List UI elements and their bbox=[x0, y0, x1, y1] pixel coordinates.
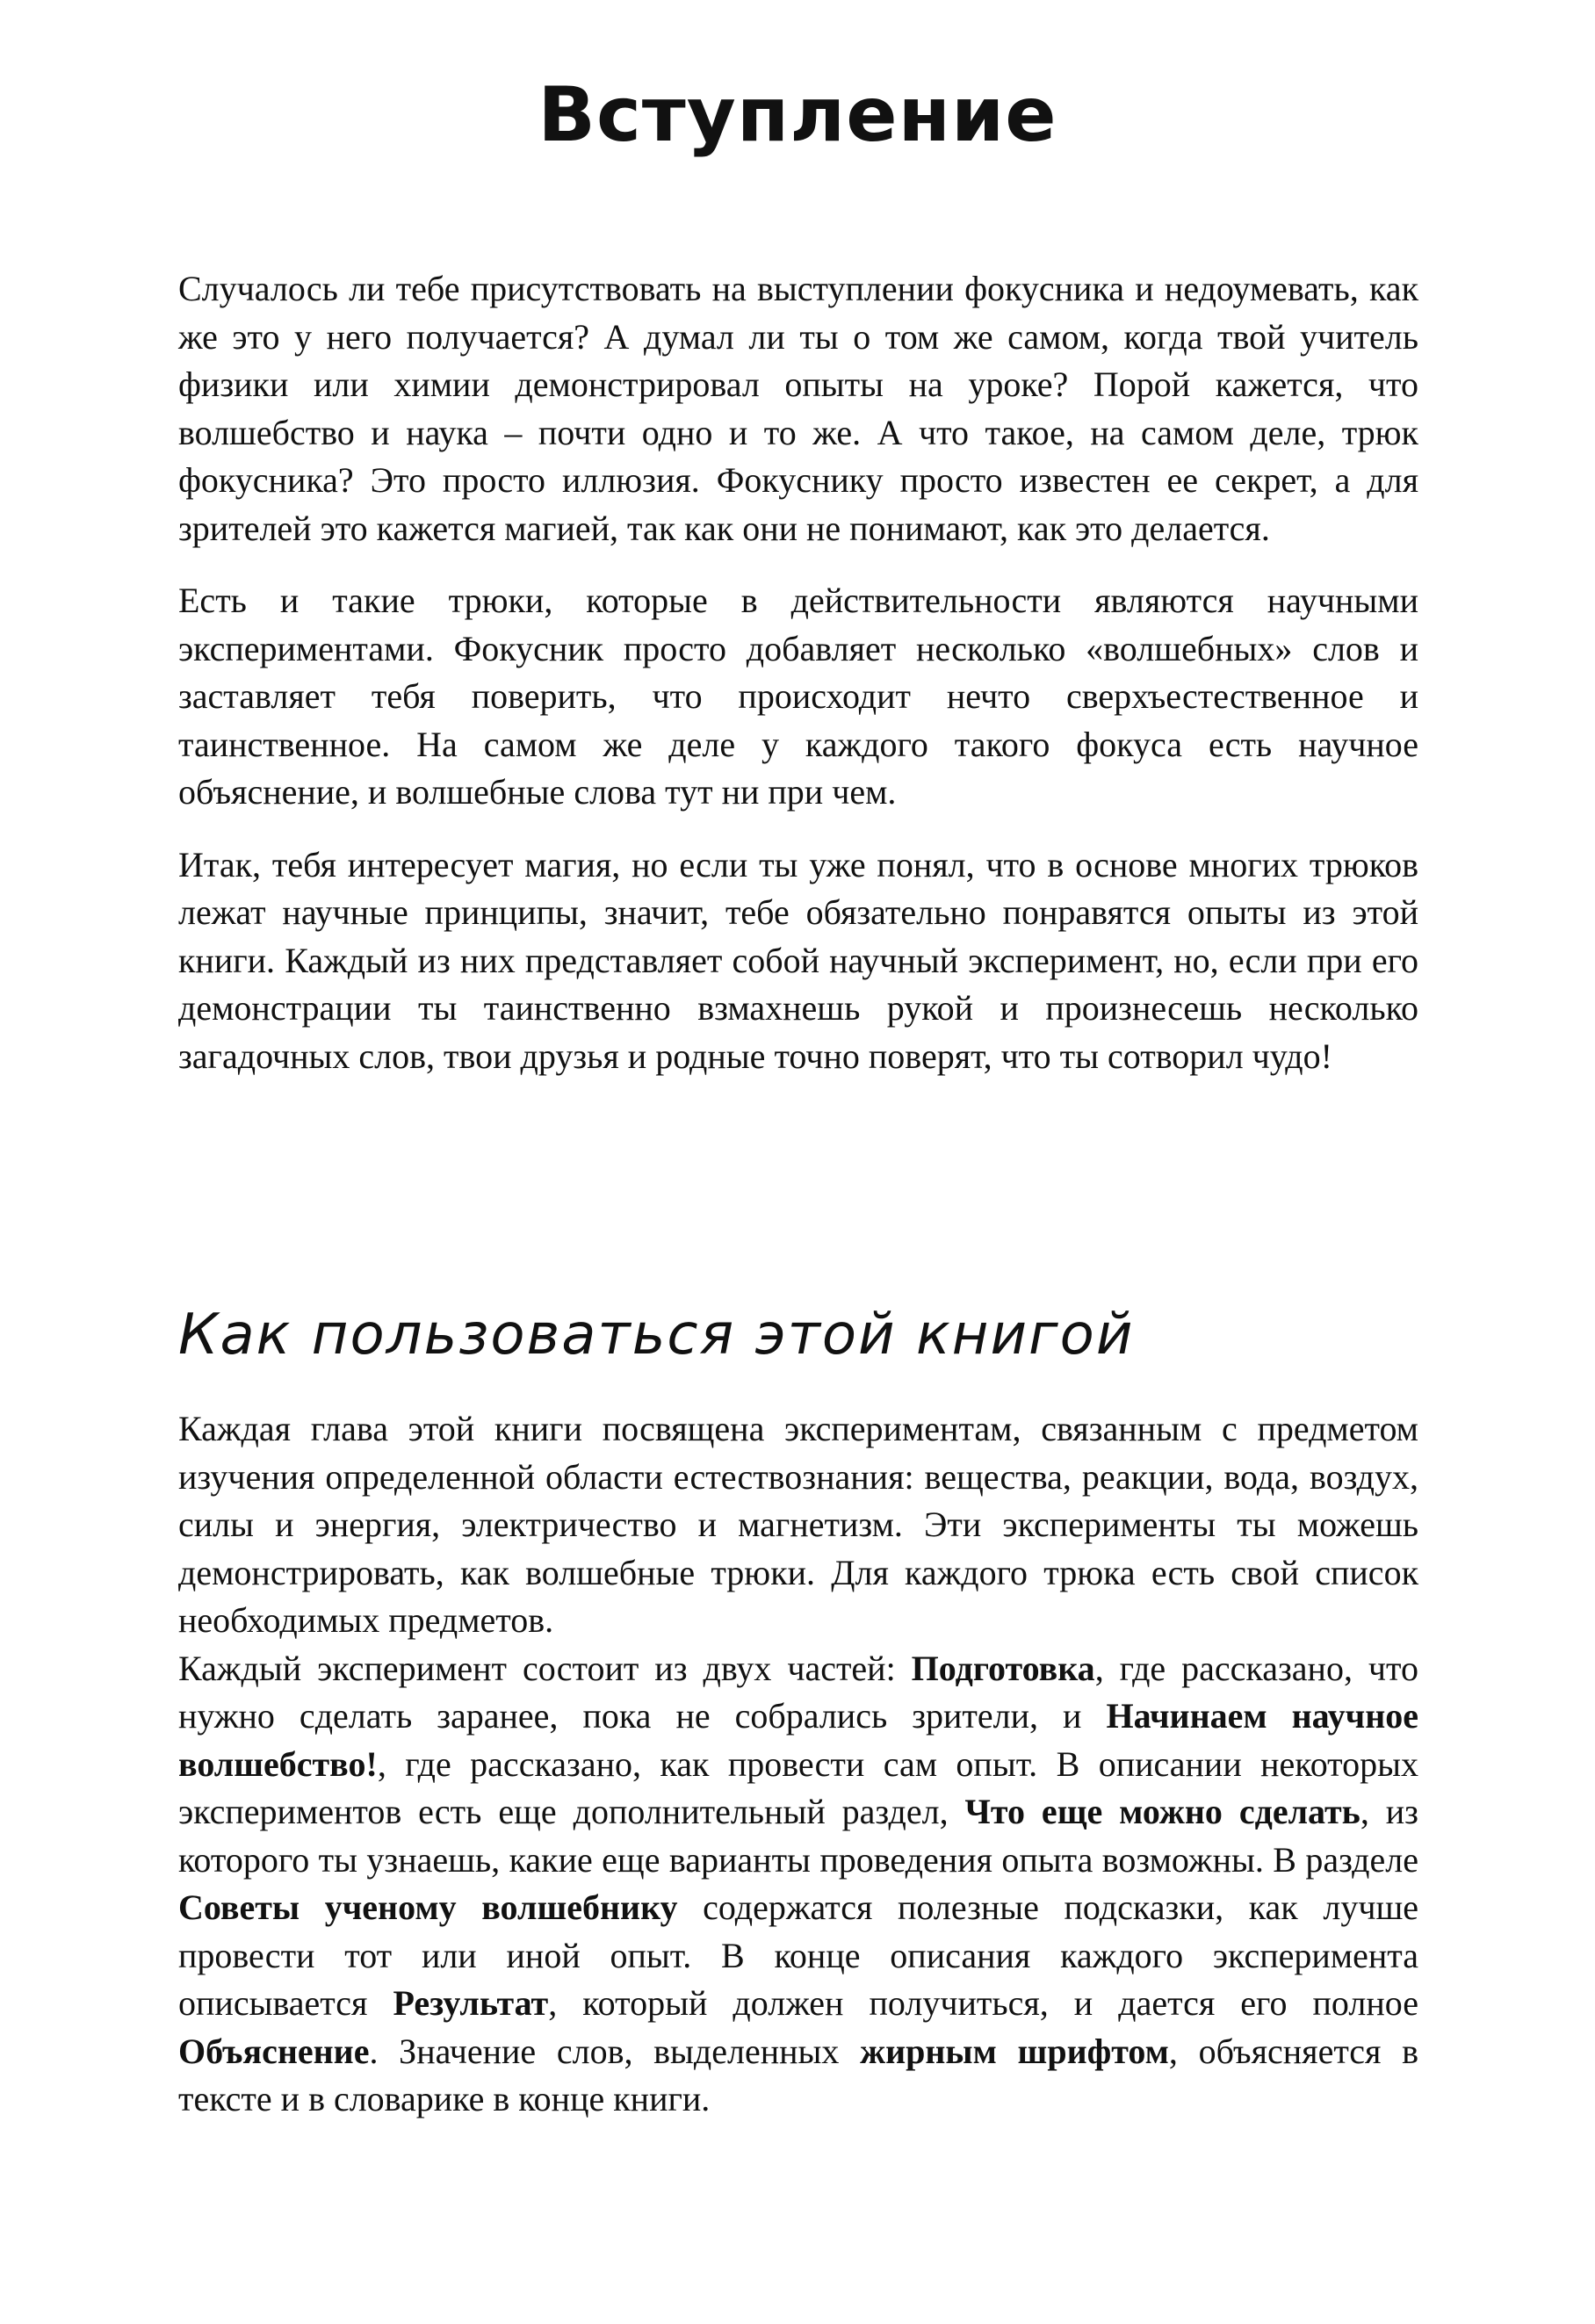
text-run: , где рассказано, как провести сам опыт. В описании некоторых экспериментов есть еще дополнительный раздел, bbox=[178, 1743, 1418, 1831]
text-run: Каждый эксперимент состоит из двух частей: bbox=[178, 1648, 912, 1688]
intro-section bbox=[178, 265, 1418, 1080]
term-bold-font: жирным шрифтом bbox=[860, 2031, 1169, 2071]
text-run: , где рассказано, что нужно сделать заранее, пока не собрались зрители, и bbox=[178, 1648, 1418, 1736]
term-explanation: Объяснение bbox=[178, 2031, 370, 2071]
term-tips: Советы ученому волшебнику bbox=[178, 1887, 678, 1927]
intro-paragraph-2: Есть и такие трюки, которые в действительности являются научными экспериментами. Фокусник просто добавляет несколько «волшебных» слов и заставляет тебя поверить, что происходит нечто сверхъестественное и таинственное. На самом же деле у каждого такого фокуса есть научное объяснение, и волшебные слова тут ни при чем. bbox=[178, 581, 1418, 812]
term-preparation: Подготовка bbox=[911, 1648, 1095, 1688]
text-run: . Значение слов, выделенных bbox=[369, 2031, 861, 2071]
term-result: Результат bbox=[393, 1983, 549, 2023]
text-run: , который должен получиться, и дается его полное bbox=[548, 1983, 1418, 2023]
usage-paragraph-1: Каждая глава этой книги посвящена экспериментам, связанным с предметом изучения определенной области естествознания: вещества, реакции, вода, воздух, силы и энергия, электричество и магнетизм. Эти эксперименты ты можешь демонстрировать, как волшебные трюки. Для каждого трюка есть свой список необходимых предметов. bbox=[178, 1409, 1418, 1640]
intro-paragraph-3: Итак, тебя интересует магия, но если ты уже понял, что в основе многих трюков лежат научные принципы, значит, тебе обязательно понравятся опыты из этой книги. Каждый из них представляет собой научный эксперимент, но, если при его демонстрации ты таинственно взмахнешь рукой и произнесешь несколько загадочных слов, твои друзья и родные точно поверят, что ты сотворил чудо! bbox=[178, 844, 1418, 1076]
term-what-else: Что еще можно сделать bbox=[964, 1792, 1360, 1831]
usage-section bbox=[178, 1405, 1418, 2124]
page-title: Вступление bbox=[538, 71, 1057, 159]
text-run: содержатся полезные подсказки, как лучше провести тот или иной опыт. В конце описания каждого эксперимента описывается bbox=[178, 1887, 1418, 2023]
text-run: , из которого ты узнаешь, какие еще варианты проведения опыта возможны. В разделе bbox=[178, 1792, 1418, 1880]
term-start-magic: Начинаем научное волшебство! bbox=[178, 1696, 1419, 1784]
usage-paragraph-2 bbox=[178, 1645, 1418, 2124]
section-heading-usage: Как пользоваться этой книгой bbox=[178, 1303, 1135, 1368]
intro-paragraph-1: Случалось ли тебе присутствовать на выступлении фокусника и недоумевать, как же это у него получается? А думал ли ты о том же самом, когда твой учитель физики или химии демонстрировал опыты на уроке? Порой кажется, что волшебство и наука – почти одно и то же. А что такое, на самом деле, трюк фокусника? Это просто иллюзия. Фокуснику просто известен ее секрет, а для зрителей это кажется магией, так как они не понимают, как это делается. bbox=[178, 269, 1418, 548]
text-run: , объясняется в тексте и в словарике в конце книги. bbox=[178, 2031, 1418, 2118]
